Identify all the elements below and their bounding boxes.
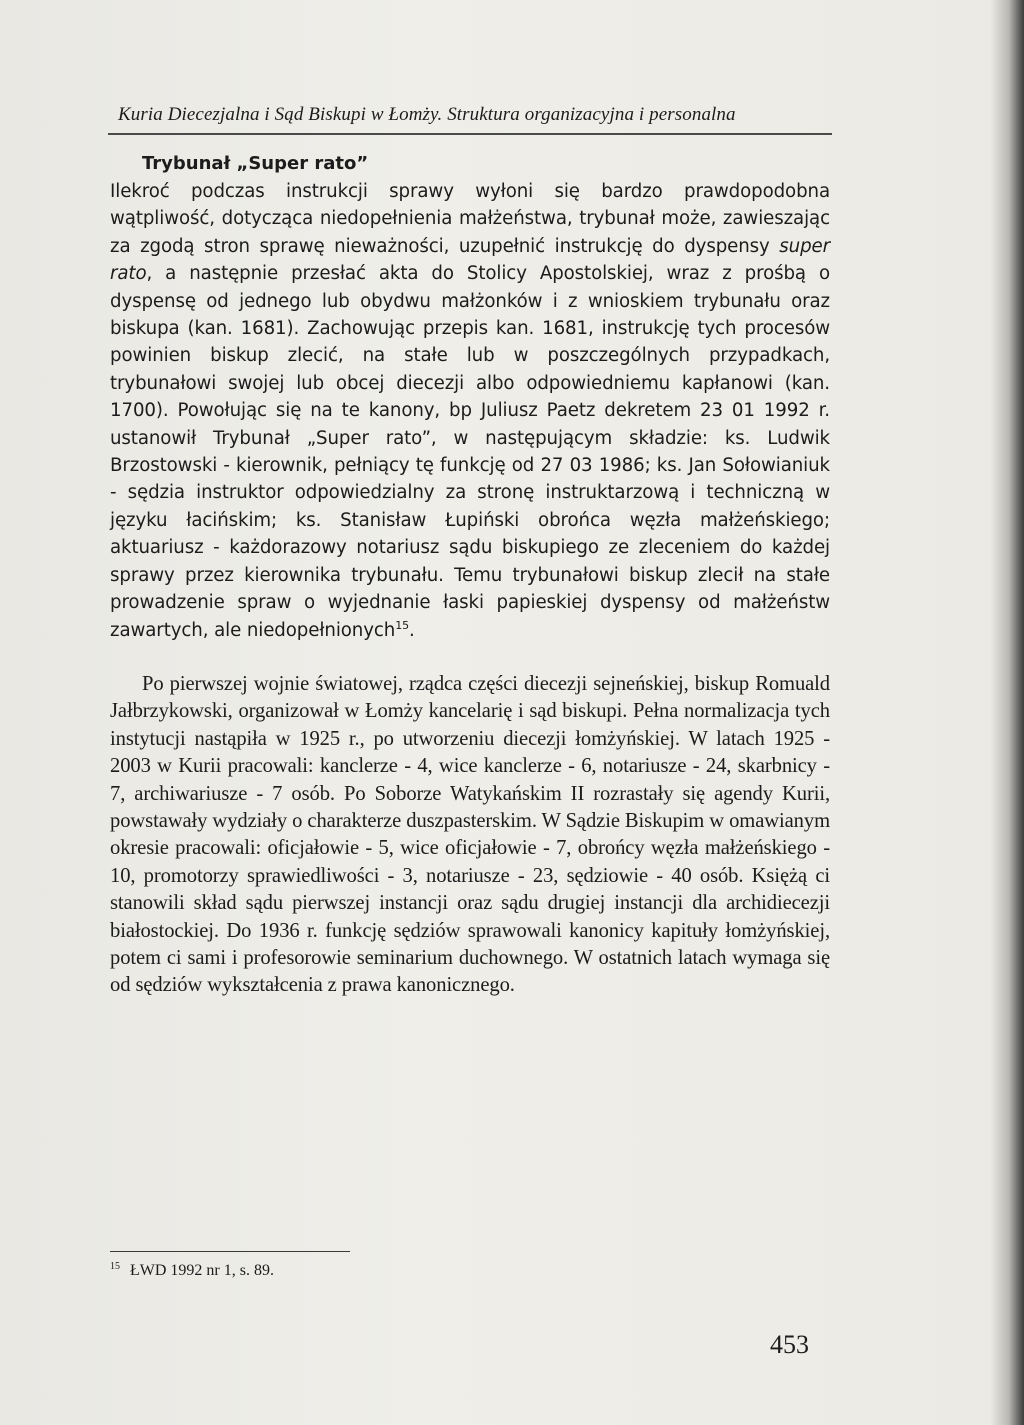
paragraph-1-end: . [409, 619, 415, 641]
paragraph-1-rest: , a następnie przesłać akta do Stolicy Apostolskiej, wraz z prośbą o dyspensę od jednego lub obydwu małżonków i z wnioskiem trybunału oraz biskupa (kan. 1681). Zachowując przepis kan. 1681, instrukcję tych procesów powinien biskup zlecić, na stałe lub w poszczególnych przypadkach, trybunałowi swojej lub obcej diecezji albo odpowiedniemu kapłanowi (kan. 1700). Powołując się na te kanony, bp Juliusz Paetz dekretem 23 01 1992 r. ustanowił Trybunał „Super rato”, w następującym składzie: ks. Ludwik Brzostowski - kierownik, pełniący tę funkcję od 27 03 1986; ks. Jan Sołowianiuk - sędzia instruktor odpowiedzialny za stronę instruktarzową i techniczną w języku łacińskim; ks. Stanisław Łupiński obrońca węzła małżeńskiego; aktuariusz - każdorazowy notariusz sądu biskupiego ze zleceniem do każdej sprawy przez kierownika trybunału. Temu trybunałowi biskup zlecił na stałe prowadzenie spraw o wyjednanie łaski papieskiej dyspensy od małżeństw zawartych, ale niedopełnionych [110, 263, 830, 641]
footnote [110, 1262, 274, 1280]
main-text [110, 150, 830, 1000]
paragraph-1-text: Ilekroć podczas instrukcji sprawy wyłoni się bardzo prawdopodobna wątpliwość, dotycząca niedopełnienia małżeństwa, trybunał może, zawieszając za zgodą stron sprawę nieważności, uzupełnić instrukcję do dyspensy [110, 181, 830, 257]
footnote-rule [110, 1251, 350, 1252]
paragraph-1 [110, 178, 830, 644]
section-title: Trybunał „Super rato” [142, 153, 369, 174]
footnote-text: ŁWD 1992 nr 1, s. 89. [130, 1262, 274, 1279]
running-head: Kuria Diecezjalna i Sąd Biskupi w Łomży. Struktura organizacyjna i personalna [118, 104, 736, 125]
paragraph-1-italic: super rato [110, 235, 830, 285]
footnote-ref[interactable]: 15 [395, 618, 410, 632]
paragraph-2: Po pierwszej wojnie światowej, rządca części diecezji sejneńskiej, biskup Romuald Jałbrzykowski, organizował w Łomży kancelarię i sąd biskupi. Pełna normalizacja tych instytucji nastąpiła w 1925 r., po utworzeniu diecezji łomżyńskiej. W latach 1925 - 2003 w Kurii pracowali: kanclerze - 4, wice kanclerze - 6, notariusze - 24, skarbnicy - 7, archiwariusze - 7 osób. Po Soborze Watykańskim II rozrastały się agendy Kurii, powstawały wydziały o charakterze duszpasterskim. W Sądzie Biskupim w omawianym okresie pracowali: oficjałowie - 5, wice oficjałowie - 7, obrońcy węzła małżeńskiego - 10, promotorzy sprawiedliwości - 3, notariusze - 23, sędziowie - 40 osób. Księżą ci stanowili skład sądu pierwszej instancji oraz sądu drugiej instancji dla archidiecezji białostockiej. Do 1936 r. funkcję sędziów sprawowali kanonicy kapituły łomżyńskiej, potem ci sami i profesorowie seminarium duchownego. W ostatnich latach wymaga się od sędziów wykształcenia z prawa kanonicznego. [110, 672, 830, 997]
page-number: 453 [770, 1330, 809, 1359]
page-binding-shadow [990, 0, 1024, 1425]
header-rule [108, 133, 832, 135]
footnote-number: 15 [110, 1260, 120, 1272]
